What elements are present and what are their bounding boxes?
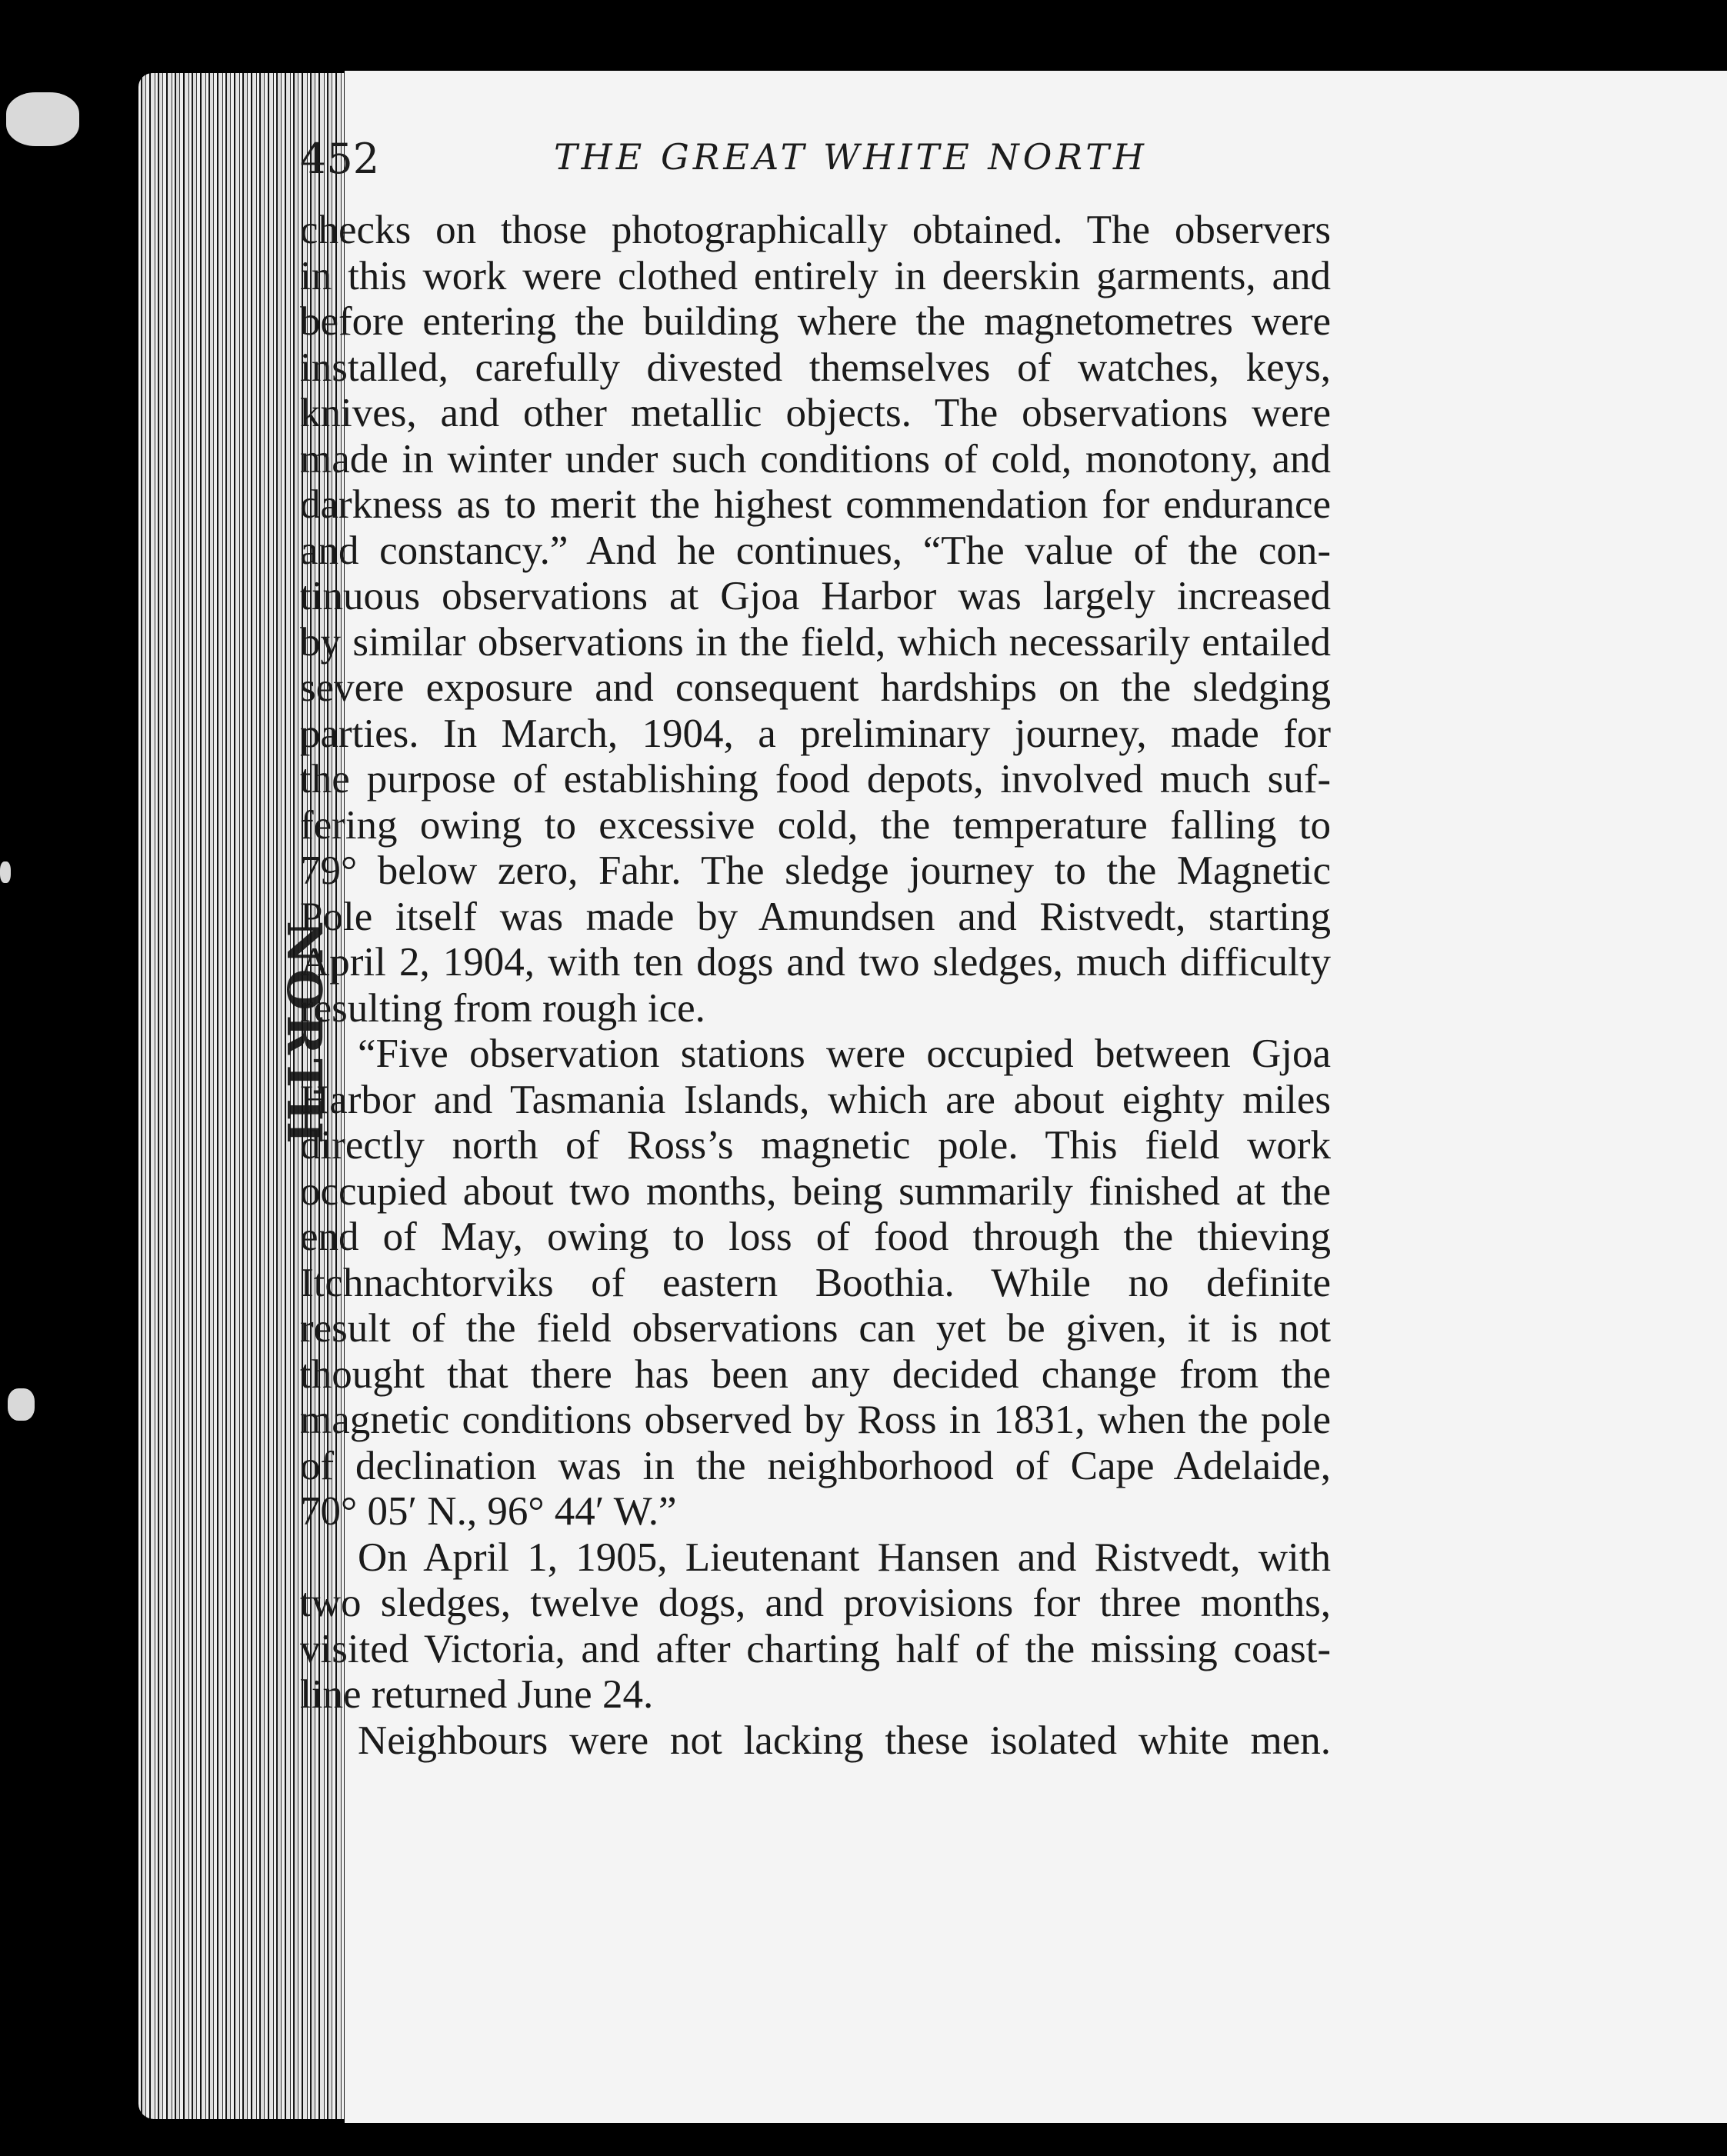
text-line: checks on those photographically obtained. The observers [300, 208, 1331, 252]
text-line: On April 1, 1905, Lieutenant Hansen and Ristvedt, with [358, 1535, 1331, 1580]
text-line: Neighbours were not lacking these isolated white men. [358, 1718, 1331, 1763]
text-line: darkness as to merit the highest commendation for endurance [300, 482, 1331, 527]
text-line: the purpose of establishing food depots, involved much suf- [300, 757, 1331, 801]
text-line: magnetic conditions observed by Ross in 1831, when the pole [300, 1398, 1331, 1442]
text-line: resulting from rough ice. [300, 985, 705, 1031]
text-line: directly north of Ross’s magnetic pole. This field work [300, 1123, 1331, 1168]
text-line: parties. In March, 1904, a preliminary journey, made for [300, 711, 1331, 756]
text-line: in this work were clothed entirely in deerskin garments, and [300, 253, 1331, 298]
text-line: tinuous observations at Gjoa Harbor was largely increased [300, 574, 1331, 618]
scan-bottom-edge [0, 2123, 1727, 2156]
page-number: 452 [300, 135, 380, 183]
text-line: by similar observations in the field, which necessarily entailed [300, 619, 1331, 665]
text-line: Harbor and Tasmania Islands, which are about eighty miles [300, 1077, 1331, 1122]
edge-smudge [8, 1388, 35, 1421]
text-line: Itchnachtorviks of eastern Boothia. While no definite [300, 1260, 1331, 1305]
text-line: severe exposure and consequent hardships on the sledging [300, 665, 1331, 710]
page-header [300, 135, 1377, 204]
text-line: line returned June 24. [300, 1672, 654, 1717]
text-line: 79° below zero, Fahr. The sledge journey to the Magnetic [300, 848, 1331, 893]
text-line: “Five observation stations were occupied between Gjoa [358, 1031, 1331, 1076]
text-line: of declination was in the neighborhood of Cape Adelaide, [300, 1443, 1331, 1488]
text-line: knives, and other metallic objects. The observations were [300, 391, 1331, 435]
text-line: installed, carefully divested themselves of watches, keys, [300, 345, 1331, 390]
text-line: fering owing to excessive cold, the temperature falling to [300, 802, 1331, 848]
text-line: Pole itself was made by Amundsen and Ristvedt, starting [300, 894, 1331, 939]
running-head: THE GREAT WHITE NORTH [554, 136, 1148, 178]
body-text [276, 208, 1331, 1764]
text-line: result of the field observations can yet be given, it is not [300, 1306, 1331, 1351]
text-line: end of May, owing to loss of food through the thieving [300, 1215, 1331, 1259]
edge-smudge [0, 861, 11, 883]
text-line: two sledges, twelve dogs, and provisions for three months, [300, 1581, 1331, 1625]
text-line: before entering the building where the magnetometres were [300, 299, 1331, 344]
text-line: and constancy.” And he continues, “The value of the con- [300, 528, 1331, 573]
text-line: occupied about two months, being summarily finished at the [300, 1168, 1331, 1214]
text-line: April 2, 1904, with ten dogs and two sledges, much difficulty [300, 940, 1331, 985]
spine-title: NORTH [276, 921, 332, 1148]
text-line: 70° 05′ N., 96° 44′ W.” [300, 1489, 677, 1534]
text-line: visited Victoria, and after charting half of the missing coast- [300, 1626, 1331, 1671]
text-line: thought that there has been any decided change from the [300, 1351, 1331, 1397]
text-line: made in winter under such conditions of cold, monotony, and [300, 436, 1331, 482]
edge-smudge [6, 92, 79, 146]
